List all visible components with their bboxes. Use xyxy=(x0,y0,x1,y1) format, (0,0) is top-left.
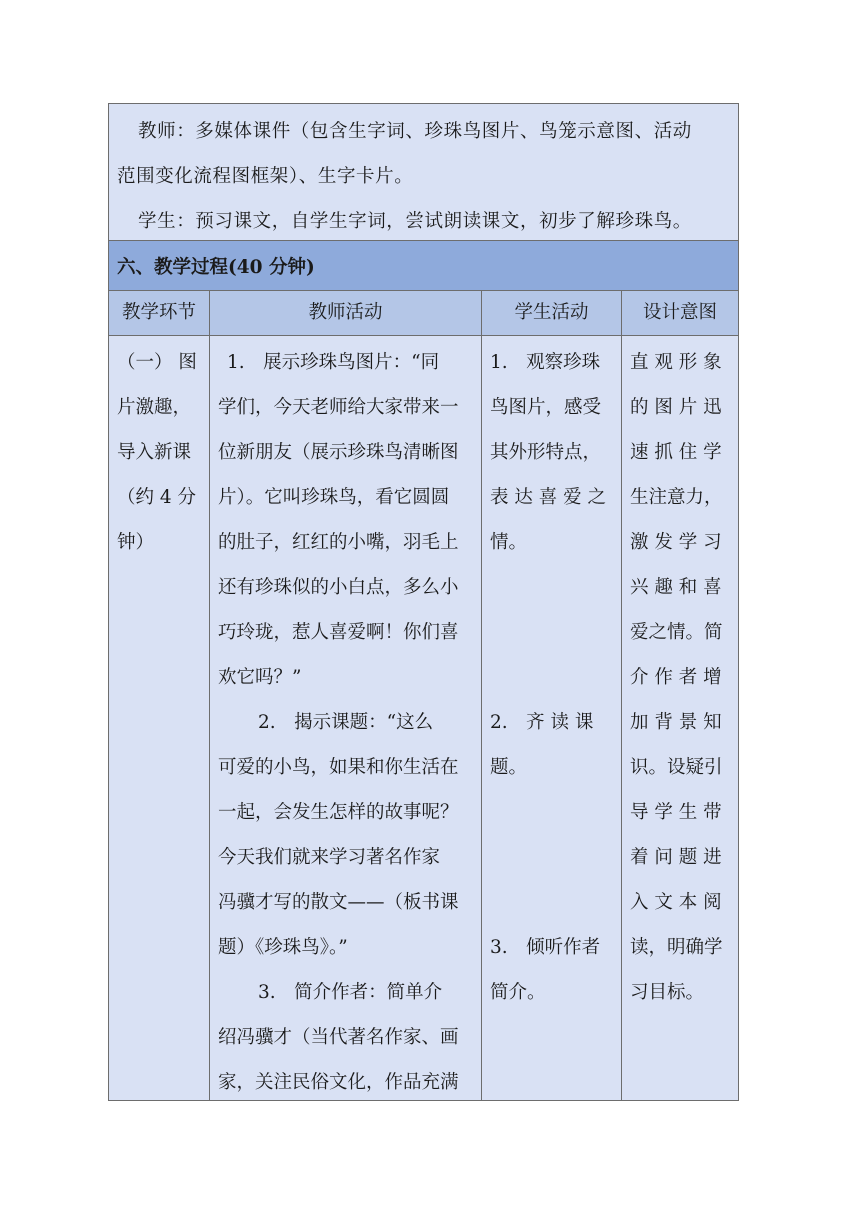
teacher-line: 的肚子，红红的小嘴，羽毛上 xyxy=(218,532,459,553)
teacher-line: 3. 简介作者：简单介 xyxy=(258,982,443,1003)
stage-line: （一） 图 xyxy=(117,352,197,373)
intent-line: 兴 趣 和 喜 xyxy=(630,577,722,598)
intent-line: 读，明确学 xyxy=(630,937,723,958)
student-line: 情。 xyxy=(490,532,528,553)
column-divider xyxy=(481,291,482,1100)
teacher-line: 学们，今天老师给大家带来一 xyxy=(218,397,459,418)
teacher-line: 可爱的小鸟，如果和你生活在 xyxy=(218,757,459,778)
student-line: 1. 观察珍珠 xyxy=(490,352,601,373)
lesson-plan-table xyxy=(108,103,739,1101)
student-line: 3. 倾听作者 xyxy=(490,937,601,958)
section-title: 六、教学过程(40 分钟) xyxy=(117,257,315,278)
teacher-prep-line-1: 教师：多媒体课件（包含生字词、珍珠鸟图片、鸟笼示意图、活动 xyxy=(138,121,692,142)
teacher-line: 今天我们就来学习著名作家 xyxy=(218,847,441,868)
teacher-line: 欢它吗？” xyxy=(218,667,302,688)
teaching-preparation-block xyxy=(109,104,738,241)
student-line: 2. 齐 读 课 xyxy=(490,712,594,733)
student-line: 表 达 喜 爱 之 xyxy=(490,487,607,508)
intent-line: 加 背 景 知 xyxy=(630,712,722,733)
student-line: 简介。 xyxy=(490,982,546,1003)
teacher-prep-line-2: 范围变化流程图框架）、生字卡片。 xyxy=(117,166,414,187)
intent-line: 导 学 生 带 xyxy=(630,802,722,823)
stage-line: 钟） xyxy=(117,532,155,553)
teacher-line: 冯骥才写的散文——（板书课 xyxy=(218,892,459,913)
header-teacher-activity: 教师活动 xyxy=(210,291,481,336)
student-line: 其外形特点， xyxy=(490,442,602,463)
intent-line: 着 问 题 进 xyxy=(630,847,722,868)
student-line: 题。 xyxy=(490,757,528,778)
teacher-line: 巧玲珑，惹人喜爱啊！你们喜 xyxy=(218,622,459,643)
intent-line: 直 观 形 象 xyxy=(630,352,722,373)
teacher-line: 位新朋友（展示珍珠鸟清晰图 xyxy=(218,442,459,463)
teacher-line: 题）《珍珠鸟》。” xyxy=(218,937,348,958)
column-divider xyxy=(209,291,210,1100)
intent-line: 爱之情。简 xyxy=(630,622,723,643)
teacher-line: 家，关注民俗文化，作品充满 xyxy=(218,1072,459,1093)
header-stage: 教学环节 xyxy=(109,291,209,336)
intent-line: 生注意力， xyxy=(630,487,723,508)
intent-line: 入 文 本 阅 xyxy=(630,892,722,913)
teacher-line: 绍冯骥才（当代著名作家、画 xyxy=(218,1027,459,1048)
teacher-line: 2. 揭示课题：“这么 xyxy=(258,712,434,733)
intent-line: 介 作 者 增 xyxy=(630,667,722,688)
teacher-line: 1. 展示珍珠鸟图片：“同 xyxy=(227,352,440,373)
intent-line: 速 抓 住 学 xyxy=(630,442,722,463)
student-line: 鸟图片，感受 xyxy=(490,397,602,418)
header-design-intent: 设计意图 xyxy=(622,291,738,336)
teacher-line: 一起，会发生怎样的故事呢？ xyxy=(218,802,459,823)
student-prep-line: 学生：预习课文，自学生字词，尝试朗读课文，初步了解珍珠鸟。 xyxy=(138,211,692,232)
intent-line: 识。设疑引 xyxy=(630,757,723,778)
intent-line: 的 图 片 迅 xyxy=(630,397,722,418)
stage-line: 片激趣， xyxy=(117,397,192,418)
intent-line: 激 发 学 习 xyxy=(630,532,722,553)
teacher-line: 还有珍珠似的小白点，多么小 xyxy=(218,577,459,598)
stage-line: 导入新课 xyxy=(117,442,192,463)
column-divider xyxy=(621,291,622,1100)
header-student-activity: 学生活动 xyxy=(482,291,621,336)
section-heading-row xyxy=(109,241,738,291)
intent-line: 习目标。 xyxy=(630,982,705,1003)
teacher-line: 片）。它叫珍珠鸟，看它圆圆 xyxy=(218,487,450,508)
stage-line: （约 4 分 xyxy=(117,487,197,508)
